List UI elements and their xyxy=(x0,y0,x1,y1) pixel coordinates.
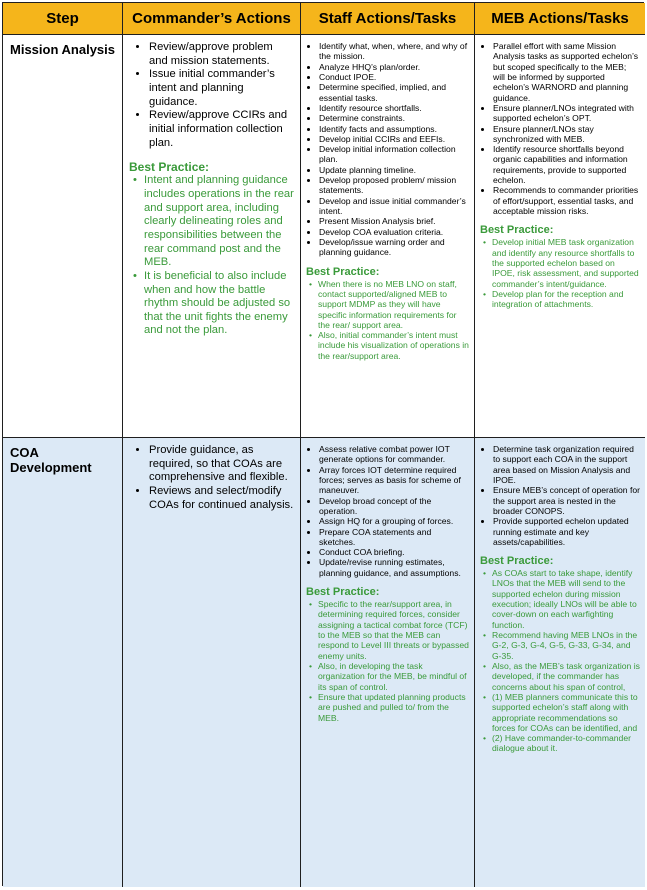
staff-best-practice-title: Best Practice: xyxy=(306,586,380,599)
staff-item: • Develop and issue initial commander’s intent. xyxy=(319,196,469,217)
staff-item-list xyxy=(306,41,469,258)
commander-best-practice-item: • Intent and planning guidance includes operations in the rear and support area, including clearly delineating roles and responsibilities between the rear command post and the MEB. xyxy=(144,174,294,270)
commander-best-practice-item: • It is beneficial to also include when and how the battle rhythm should be adjusted so that the unit fights the enemy and not the plan. xyxy=(144,270,294,338)
header-staff-actions: Staff Actions/Tasks xyxy=(301,3,475,35)
header-meb-actions: MEB Actions/Tasks xyxy=(475,3,645,35)
staff-item: • Analyze HHQ’s plan/order. xyxy=(319,62,469,72)
meb-item: • Recommends to commander priorities of effort/support, essential tasks, and acceptable mission risks. xyxy=(493,185,640,216)
meb-best-practice-item: • Recommend having MEB LNOs in the G-2, G-3, G-4, G-5, G-33, G-34, and G-35. xyxy=(492,630,640,661)
staff-item: • Array forces IOT determine required forces; serves as basis for scheme of maneuver. xyxy=(319,465,469,496)
step-cell xyxy=(3,438,123,887)
meb-best-practice-item: • (2) Have commander-to-commander dialogue about it. xyxy=(492,733,640,754)
commander-item: • Issue initial commander’s intent and planning guidance. xyxy=(149,68,294,109)
commander-item: • Review/approve problem and mission statements. xyxy=(149,41,294,68)
staff-item: • Prepare COA statements and sketches. xyxy=(319,527,469,548)
commander-item-list xyxy=(129,444,294,512)
staff-best-practice-item: • Ensure that updated planning products are pushed and pulled to/ from the MEB. xyxy=(318,692,469,723)
mdmp-table xyxy=(2,2,644,886)
meb-best-practice-item: • Develop initial MEB task organization and identify any resource shortfalls to the supported echelon based on IPOE, risk assessment, and supported commander’s intent/guidance. xyxy=(492,237,640,289)
meb-best-practice-item-list xyxy=(480,237,640,309)
meb-best-practice-item-list xyxy=(480,568,640,754)
commander-item: • Review/approve CCIRs and initial information collection plan. xyxy=(149,109,294,150)
commander-item: • Provide guidance, as required, so that COAs are comprehensive and flexible. xyxy=(149,444,294,485)
staff-item: • Identify what, when, where, and why of the mission. xyxy=(319,41,469,62)
staff-best-practice-title: Best Practice: xyxy=(306,265,380,278)
staff-item: • Conduct COA briefing. xyxy=(319,547,469,557)
staff-item: • Develop initial CCIRs and EEFIs. xyxy=(319,134,469,144)
commander-item-list xyxy=(129,41,294,150)
staff-actions-cell xyxy=(301,35,475,438)
meb-best-practice-item: • Develop plan for the reception and integration of attachments. xyxy=(492,289,640,310)
meb-item: • Parallel effort with same Mission Analysis tasks as supported echelon’s but scoped specifically to the MEB; will be informed by supported echelon’s WARNORD and planning guidance. xyxy=(493,41,640,103)
meb-best-practice-title: Best Practice: xyxy=(480,224,554,237)
staff-best-practice-item: • Also, in developing the task organization for the MEB, be mindful of its span of control. xyxy=(318,661,469,692)
meb-best-practice-item: • Also, as the MEB’s task organization is developed, if the commander has concerns about his span of control, xyxy=(492,661,640,692)
commander-actions-cell xyxy=(123,35,301,438)
staff-item: • Determine constraints. xyxy=(319,113,469,123)
staff-item: • Update/revise running estimates, planning guidance, and assumptions. xyxy=(319,557,469,578)
staff-best-practice-item: • When there is no MEB LNO on staff, contact supported/aligned MEB to support MDMP as they will have specific information requirements for the rear/ support area. xyxy=(318,279,469,331)
commander-best-practice-title: Best Practice: xyxy=(129,160,210,175)
staff-actions-cell xyxy=(301,438,475,887)
meb-best-practice-title: Best Practice: xyxy=(480,555,554,568)
meb-item: • Identify resource shortfalls beyond organic capabilities and information requirements, provide to supported echelon. xyxy=(493,144,640,185)
staff-best-practice-item: • Specific to the rear/support area, in determining required forces, consider assigning a tactical combat force (TCF) to the MEB so that the MEB can respond to Level III threats or bypassed enemy units. xyxy=(318,599,469,661)
staff-item: • Identify facts and assumptions. xyxy=(319,124,469,134)
staff-item: • Identify resource shortfalls. xyxy=(319,103,469,113)
staff-best-practice-item-list xyxy=(306,599,469,723)
meb-item: • Determine task organization required to support each COA in the support area based on Mission Analysis and IPOE. xyxy=(493,444,640,485)
step-cell xyxy=(3,35,123,438)
staff-item: • Develop/issue warning order and planning guidance. xyxy=(319,237,469,258)
meb-item: • Ensure planner/LNOs stay synchronized with MEB. xyxy=(493,124,640,145)
meb-item-list xyxy=(480,444,640,547)
header-commander-actions: Commander’s Actions xyxy=(123,3,301,35)
commander-best-practice-item-list xyxy=(129,174,294,338)
staff-item: • Determine specified, implied, and essential tasks. xyxy=(319,82,469,103)
meb-item: • Provide supported echelon updated running estimate and key assets/capabilities. xyxy=(493,516,640,547)
staff-item: • Develop COA evaluation criteria. xyxy=(319,227,469,237)
staff-best-practice-item: • Also, initial commander’s intent must include his visualization of operations in the rear/support area. xyxy=(318,330,469,361)
step-name: Mission Analysis xyxy=(10,42,115,57)
staff-item: • Conduct IPOE. xyxy=(319,72,469,82)
meb-item: • Ensure MEB’s concept of operation for the support area is nested in the broader CONOPS. xyxy=(493,485,640,516)
step-name: COA Development xyxy=(10,445,92,475)
staff-item: • Develop initial information collection plan. xyxy=(319,144,469,165)
staff-item: • Present Mission Analysis brief. xyxy=(319,216,469,226)
staff-item: • Develop broad concept of the operation. xyxy=(319,496,469,517)
staff-item-list xyxy=(306,444,469,578)
meb-best-practice-item: • As COAs start to take shape, identify LNOs that the MEB will send to the supported echelon during mission execution; ideally LNOs will be able to cover-down on each warfighting function. xyxy=(492,568,640,630)
staff-item: • Develop proposed problem/ mission statements. xyxy=(319,175,469,196)
staff-item: • Assign HQ for a grouping of forces. xyxy=(319,516,469,526)
meb-actions-cell xyxy=(475,438,645,887)
meb-item-list xyxy=(480,41,640,216)
staff-item: • Assess relative combat power IOT generate options for commander. xyxy=(319,444,469,465)
meb-actions-cell xyxy=(475,35,645,438)
staff-item: • Update planning timeline. xyxy=(319,165,469,175)
header-step: Step xyxy=(3,3,123,35)
commander-item: • Reviews and select/modify COAs for continued analysis. xyxy=(149,485,294,512)
commander-actions-cell xyxy=(123,438,301,887)
meb-best-practice-item: • (1) MEB planners communicate this to supported echelon’s staff along with appropriate recommendations so forces for COAs can be identified, and xyxy=(492,692,640,733)
meb-item: • Ensure planner/LNOs integrated with supported echelon’s OPT. xyxy=(493,103,640,124)
staff-best-practice-item-list xyxy=(306,279,469,362)
